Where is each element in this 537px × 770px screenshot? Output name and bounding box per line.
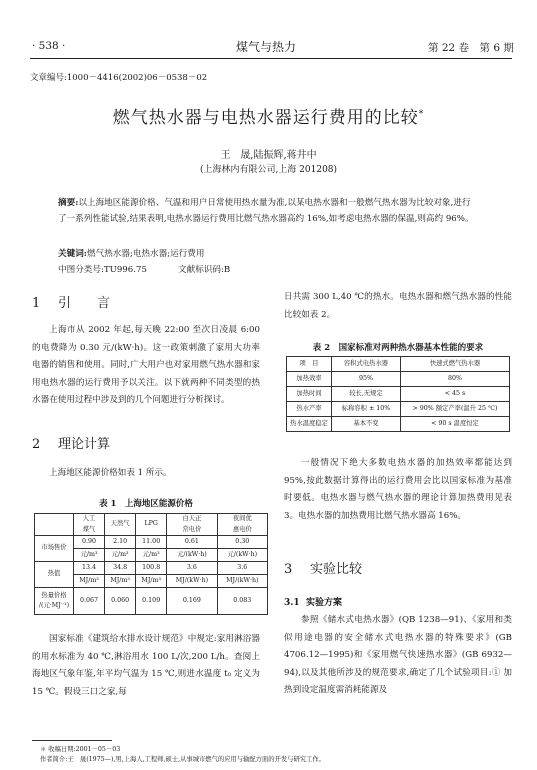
table-row (35, 588, 268, 615)
table-cell: 元/m³ (136, 549, 167, 562)
table-cell: 元/(kW·h) (217, 549, 267, 562)
table-cell: 3.6 (167, 562, 217, 575)
table-1 (34, 513, 268, 615)
abstract-label: 摘要: (58, 198, 79, 208)
table-cell: 元/(kW·h) (167, 549, 217, 562)
table-cell: 0.61 (167, 536, 217, 549)
affiliation: (上海林内有限公司,上海 201208) (199, 165, 338, 175)
section-1-heading: 1 引 言 (32, 296, 111, 311)
table-1-header-cell (35, 514, 74, 536)
table-2-header-cell: 快速式燃气热水器 (401, 357, 510, 372)
table-cell: < 90 s 温度恒定 (401, 417, 510, 432)
doc-code: 文献标识码:B (178, 265, 231, 275)
table-2-header-row (287, 357, 510, 372)
table-cell: 0.169 (167, 588, 217, 615)
abstract-text: 以上海地区能源价格、气温和用户日常使用热水量为准,以某电热水器和一般燃气热水器为比较对象,进行了一系列性能试验,结果表明,电热水器运行费用比燃气热水器高约 16%,如考虑电热水器的保温,则高约 96%。 (58, 198, 474, 224)
table-2-header-cell: 容积式电热水器 (332, 357, 401, 372)
table-cell: 元/m³ (74, 549, 105, 562)
table-cell: MJ/m³ (105, 575, 136, 588)
table-cell: 0.083 (217, 588, 267, 615)
footnote-rule (32, 740, 112, 741)
section-2-heading: 2 理论计算 (32, 437, 111, 452)
abstract (58, 195, 478, 227)
table-row (35, 536, 268, 549)
table-cell: 11.00 (136, 536, 167, 549)
issue-info: 第 22 卷 第 6 期 (428, 42, 514, 54)
section-2-text: 上海地区能源价格如表 1 所示。 (49, 468, 172, 478)
table-2-header-cell: 项 目 (287, 357, 332, 372)
table-1-header-cell: LPG (136, 514, 167, 536)
section-2-continued-text: 国家标准《建筑给水排水设计规范》中规定:家用淋浴器的用水标准为 40 ℃,淋浴用水 100 L/次,200 L/h。查阅上海地区气象年鉴,年平均气温为 15 ℃,则进水温度 t₀ 定义为 15 ℃。假设三口之家,每 (32, 634, 260, 697)
table-row (35, 562, 268, 575)
table-row (287, 387, 510, 402)
section-3-1-text: 参照《储水式电热水器》(QB 1238—91)、《家用和类似用途电器的安全储水式电热水器的特殊要求》(GB 4706.12—1995)和《家用燃气快速热水器》(GB 6932—94),以及其他所涉及的规范要求,确定了几个试验项目:① 加热到设定温度需消耗能源及 (284, 615, 512, 696)
table-cell: 热水温度稳定 (287, 417, 332, 432)
table-cell: 0.067 (74, 588, 105, 615)
title-footnote-mark: * (418, 109, 425, 120)
table-1-row-label: 热量价格 /(元·MJ⁻¹) (35, 588, 74, 615)
table-cell: 较长,无规定 (332, 387, 401, 402)
table-cell: 基本不变 (332, 417, 401, 432)
table-cell: 标称容积 ± 10% (332, 402, 401, 417)
table-cell: 0.30 (217, 536, 267, 549)
table-row (287, 402, 510, 417)
keywords: 关键词:燃气热水器;电热水器;运行费用 (58, 249, 205, 259)
table-cell: 加热效率 (287, 372, 332, 387)
table-cell: < 45 s (401, 387, 510, 402)
section-1-text: 上海市从 2002 年起,每天晚 22:00 至次日凌晨 6:00 的电费降为 0.30 元/(kW·h)。这一政策刺激了家用大功率电器的销售和使用。同时,广大用户也对家用燃气热水器和家用电热水器的运行费用予以关注。以下就两种不同类型的热水器在使用过程中涉及到的几个问题进行分析探讨。 (32, 325, 260, 406)
table-cell: 2.10 (105, 536, 136, 549)
table-cell: 100.8 (136, 562, 167, 575)
received-date: ＊ 收稿日期:2001－05－03 (40, 746, 121, 753)
article-number: 文章编号:1000－4416(2002)06－0538－02 (30, 73, 208, 83)
table-1-header-row (35, 514, 268, 536)
right-column-mid-text: 一般情况下绝大多数电热水器的加热效率都能达到 95%,按此数据计算得出的运行费用会比以国家标准为基准时要低。电热水器与燃气热水器的理论计算加热费用见表 3。电热水器的加热费用比燃气热水器高 16%。 (284, 458, 512, 521)
table-cell: 3.6 (217, 562, 267, 575)
table-1-header-cell: 白天正 常电价 (167, 514, 217, 536)
table-cell: 80% (401, 372, 510, 387)
table-1-header-cell: 人工 煤气 (74, 514, 105, 536)
page-number: · 538 · (32, 40, 66, 52)
table-2 (286, 356, 510, 432)
table-cell: 元/m³ (105, 549, 136, 562)
header-rule (30, 58, 512, 59)
table-cell: 0.109 (136, 588, 167, 615)
table-cell: 0.060 (105, 588, 136, 615)
authors: 王 晟,陆振辉,蒋井中 (220, 150, 317, 161)
table-1-row-label: 热值 (35, 562, 74, 588)
author-bio: 作者简介:王 晟(1975—),男,上海人,工程师,硕士,从事城市燃气的应用与输配方面的开发与研究工作。 (40, 756, 325, 763)
table-1-header-cell: 夜间优 惠电价 (217, 514, 267, 536)
table-cell: MJ/(kW·h) (217, 575, 267, 588)
table-cell: MJ/(kW·h) (167, 575, 217, 588)
table-1-row-label: 市场售价 (35, 536, 74, 562)
table-cell: MJ/m³ (136, 575, 167, 588)
table-row (287, 417, 510, 432)
class-number: 中图分类号:TU996.75 (58, 265, 147, 275)
table-cell: 34.8 (105, 562, 136, 575)
table-1-caption: 表 1 上海地区能源价格 (99, 499, 193, 509)
table-cell: > 90% 额定产率(温升 25 ℃) (401, 402, 510, 417)
table-cell: 95% (332, 372, 401, 387)
table-cell: 0.90 (74, 536, 105, 549)
table-2-caption: 表 2 国家标准对两种热水器基本性能的要求 (312, 343, 484, 353)
table-1-header-cell: 天然气 (105, 514, 136, 536)
table-cell: 13.4 (74, 562, 105, 575)
right-column-top-text: 日共需 300 L,40 ℃的热水。电热水器和燃气热水器的性能比较如表 2。 (284, 292, 512, 320)
section-3-heading: 3 实验比较 (284, 562, 363, 577)
table-cell: MJ/m³ (74, 575, 105, 588)
paper-title: 燃气热水器与电热水器运行费用的比较* (112, 108, 425, 128)
section-3-1-heading: 3.1 实验方案 (284, 598, 343, 608)
journal-name: 煤气与热力 (236, 40, 297, 54)
table-row (287, 372, 510, 387)
table-cell: 加热时间 (287, 387, 332, 402)
table-cell: 热水产率 (287, 402, 332, 417)
